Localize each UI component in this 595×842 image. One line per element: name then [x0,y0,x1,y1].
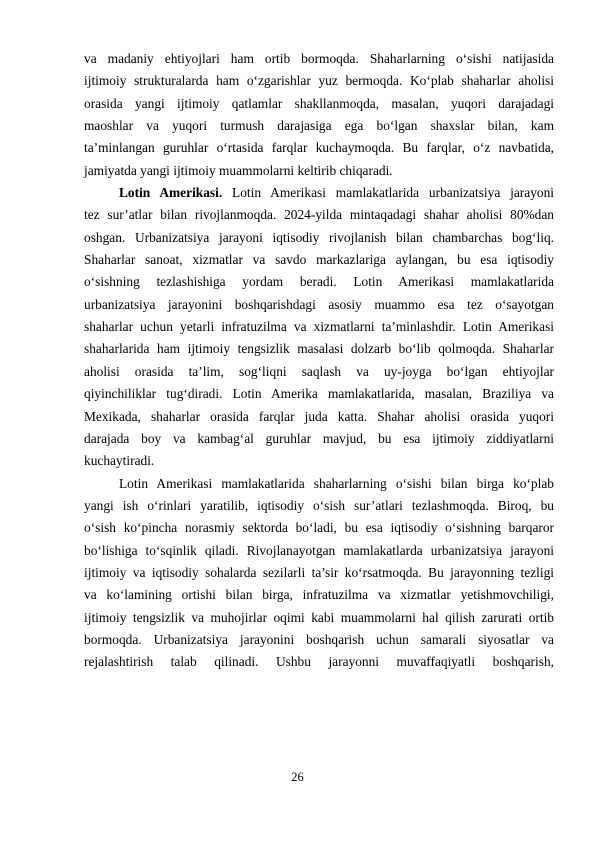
text-line: va madaniy ehtiyojlari ham ortib bormoqda. Shaharlarning o‘sishi natijasida [84,51,554,66]
text-line: ta’minlangan guruhlar o‘rtasida farqlar kuchaymoqda. Bu farqlar, o‘z navbatida, [84,140,554,156]
text-line: aholisi orasida ta’lim, sog‘liqni saqlash va uy-joyga bo‘lgan ehtiyojlar [84,363,554,379]
text-line: Shaharlar sanoat, xizmatlar va savdo markazlariga aylangan, bu esa iqtisodiy [84,252,554,268]
text-line: ijtimoiy tengsizlik va muhojirlar oqimi kabi muammolarni hal qilish zarurati ortib [84,609,554,625]
text-line: bo‘lishiga to‘sqinlik qiladi. Rivojlanayotgan mamlakatlarda urbanizatsiya jarayoni [84,542,554,558]
text-line: o‘sishning tezlashishiga yordam beradi. Lotin Amerikasi mamlakatlarida [84,274,554,290]
text-line: bormoqda. Urbanizatsiya jarayonini boshqarish uchun samarali siyosatlar va [84,631,554,647]
text-line: urbanizatsiya jarayonini boshqarishdagi asosiy muammo esa tez o‘sayotgan [84,296,554,312]
text-line: va ko‘lamining ortishi bilan birga, infratuzilma va xizmatlar yetishmovchiligi, [84,587,554,603]
text-line: shaharlar uchun yetarli infratuzilma va xizmatlarni ta’minlashdir. Lotin Amerikasi [84,319,554,335]
text-line: tez sur’atlar bilan rivojlanmoqda. 2024-yilda mintaqadagi shahar aholisi 80%dan [84,207,554,223]
text-line: rejalashtirish talab qilinadi. Ushbu jarayonni muvaffaqiyatli boshqarish, [84,654,554,670]
paragraph-1 [84,48,554,182]
text-fragment: Lotin Amerikasi mamlakatlarida urbanizatsiya jarayoni [222,185,555,201]
text-line: jamiyatda yangi ijtimoiy muammolarni keltirib chiqaradi. [84,162,393,178]
text-line: maoshlar va yuqori turmush darajasiga ega bo‘lgan shaxslar bilan, kam [84,118,554,134]
text-line: kuchaytiradi. [84,453,155,469]
text-line: darajada boy va kambag‘al guruhlar mavjud, bu esa ijtimoiy ziddiyatlarni [84,430,554,446]
text-line: qiyinchiliklar tug‘diradi. Lotin Amerika mamlakatlarida, masalan, Braziliya va [84,386,554,402]
paragraph-3 [84,473,554,674]
text-line: ijtimoiy strukturalarda ham o‘zgarishlar yuz bermoqda. Ko‘plab shaharlar aholisi [84,73,554,89]
text-line: o‘sish ko‘pincha norasmiy sektorda bo‘ladi, bu esa iqtisodiy o‘sishning barqaror [84,520,554,536]
text-line: oshgan. Urbanizatsiya jarayoni iqtisodiy rivojlanish bilan chambarchas bog‘liq. [84,229,554,245]
body-text [84,48,554,674]
text-line: shaharlarida ham ijtimoiy tengsizlik masalasi dolzarb bo‘lib qolmoqda. Shaharlar [84,341,554,357]
text-line [84,182,554,204]
text-line: Mexikada, shaharlar orasida farqlar juda katta. Shahar aholisi orasida yuqori [84,408,554,424]
text-line: orasida yangi ijtimoiy qatlamlar shakllanmoqda, masalan, yuqori darajadagi [84,95,554,111]
text-line: yangi ish o‘rinlari yaratilib, iqtisodiy o‘sish sur’atlari tezlashmoqda. Biroq, bu [84,497,554,513]
section-heading: Lotin Amerikasi. [119,185,223,201]
page-number: 26 [291,770,304,784]
text-line: Lotin Amerikasi mamlakatlarida shaharlarning o‘sishi bilan birga ko‘plab [119,475,554,491]
paragraph-2 [84,182,554,472]
text-line: ijtimoiy va iqtisodiy sohalarda sezilarli ta’sir ko‘rsatmoqda. Bu jarayonning tezligi [84,564,554,580]
